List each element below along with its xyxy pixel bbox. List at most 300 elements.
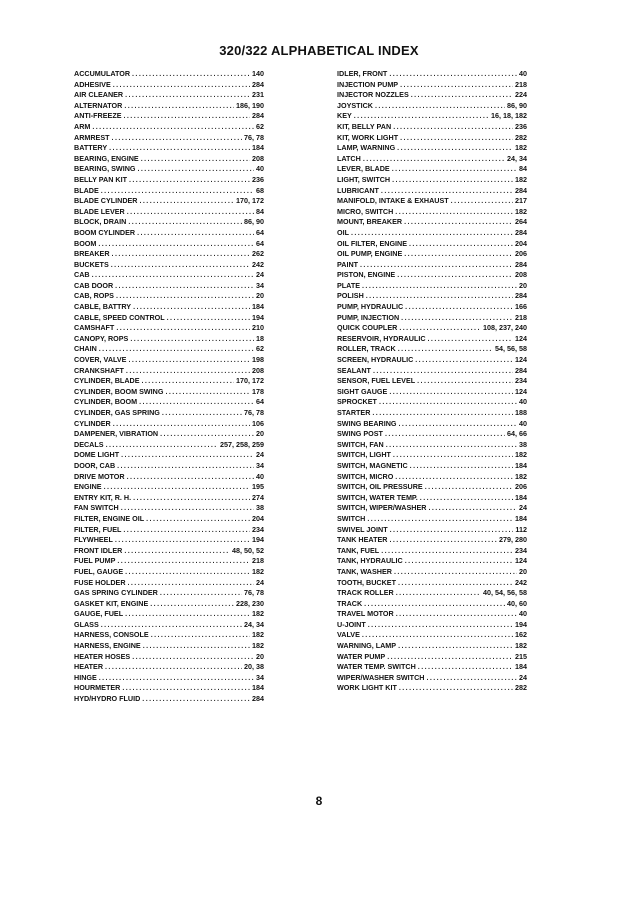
index-entry [337,302,527,313]
dot-leader [113,419,250,430]
index-entry [74,472,264,483]
index-entry [74,196,264,207]
dot-leader [112,249,250,260]
index-pages: 16, 18, 182 [491,111,527,121]
index-pages: 236 [515,121,527,131]
index-pages: 194 [252,535,264,545]
index-pages: 20 [256,651,264,661]
index-entry [337,683,527,694]
index-term: LUBRICANT [337,185,379,195]
index-term: SPROCKET [337,397,377,407]
index-term: DOME LIGHT [74,450,120,460]
index-term: BUCKETS [74,259,109,269]
dot-leader [142,694,250,705]
index-entry [74,387,264,398]
dot-leader [132,652,254,663]
index-entry [337,525,527,536]
index-pages: 112 [515,524,527,534]
index-entry [74,683,264,694]
index-term: TRACK [337,598,363,608]
dot-leader [123,525,250,536]
index-pages: 236 [252,174,264,184]
index-term: CABLE, SPEED CONTROL [74,312,165,322]
index-pages: 86, 90 [507,100,527,110]
index-term: CAB DOOR [74,280,114,290]
index-pages: 182 [252,609,264,619]
index-term: ACCUMULATOR [74,69,131,78]
dot-leader [99,344,254,355]
index-term: CABLE, BATTRY [74,302,132,312]
index-pages: 170, 172 [236,376,264,386]
index-pages: 40, 60 [507,598,527,608]
index-entry [337,154,527,165]
index-term: JOYSTICK [337,100,373,110]
index-entry [74,228,264,239]
index-pages: 284 [252,111,264,121]
index-term: KIT, BELLY PAN [337,121,392,131]
index-term: WARNING, LAMP [337,641,397,651]
index-pages: 178 [252,386,264,396]
index-pages: 242 [515,577,527,587]
index-term: TRACK ROLLER [337,588,394,598]
index-entry [337,80,527,91]
dot-leader [132,69,250,80]
dot-leader [92,122,254,133]
dot-leader [373,366,513,377]
index-pages: 186, 190 [236,100,264,110]
index-pages: 234 [252,524,264,534]
index-pages: 166 [515,302,527,312]
index-pages: 257, 258, 259 [220,439,264,449]
index-pages: 124 [515,556,527,566]
index-pages: 34 [256,672,264,682]
index-entry [74,270,264,281]
dot-leader [360,260,513,271]
dot-leader [121,503,254,514]
dot-leader [167,313,250,324]
index-entry [74,281,264,292]
index-entry [337,472,527,483]
index-term: VALVE [337,630,360,640]
index-term: SWITCH [337,513,366,523]
index-pages: 40 [256,164,264,174]
index-entry [74,154,264,165]
dot-leader [397,143,513,154]
dot-leader [351,228,513,239]
dot-leader [396,609,517,620]
index-term: HEATER [74,662,104,672]
index-entry [74,101,264,112]
dot-leader [98,239,254,250]
dot-leader [116,323,250,334]
index-term: LEVER, BLADE [337,164,390,174]
dot-leader [137,228,254,239]
index-term: BLADE LEVER [74,206,125,216]
dot-leader [426,673,517,684]
index-pages: 54, 56, 58 [495,344,527,354]
dot-leader [387,652,513,663]
index-entry [337,249,527,260]
index-pages: 284 [515,185,527,195]
index-pages: 124 [515,386,527,396]
index-entry [74,694,264,705]
index-term: MANIFOLD, INTAKE & EXHAUST [337,196,449,206]
index-entry [337,270,527,281]
index-pages: 38 [256,503,264,513]
dot-leader [126,366,250,377]
dot-leader [400,80,513,91]
index-term: TOOTH, BUCKET [337,577,396,587]
index-entry [337,69,527,80]
index-pages: 184 [515,662,527,672]
index-entry [74,514,264,525]
index-entry [337,90,527,101]
index-pages: 242 [252,259,264,269]
dot-leader [122,683,250,694]
index-entry [74,599,264,610]
dot-leader [140,196,235,207]
dot-leader [150,599,234,610]
index-entry [74,217,264,228]
index-term: FILTER, FUEL [74,524,122,534]
dot-leader [417,376,513,387]
index-pages: 208 [252,153,264,163]
index-entry [337,514,527,525]
index-pages: 228, 230 [236,598,264,608]
index-pages: 184 [515,492,527,502]
index-term: CHAIN [74,344,97,354]
index-pages: 206 [515,249,527,259]
dot-leader [368,620,513,631]
dot-leader [425,482,513,493]
index-pages: 184 [252,683,264,693]
dot-leader [386,440,517,451]
index-entry [337,450,527,461]
index-entry [337,630,527,641]
dot-leader [389,387,513,398]
index-pages: 218 [252,556,264,566]
index-entry [74,641,264,652]
index-pages: 182 [515,174,527,184]
index-term: ARMREST [74,132,110,142]
index-term: BLOCK, DRAIN [74,217,127,227]
dot-leader [399,323,481,334]
index-term: BEARING, ENGINE [74,153,139,163]
index-term: FUEL PUMP [74,556,116,566]
index-entry [337,366,527,377]
index-term: AIR CLEANER [74,90,124,100]
index-entry [74,525,264,536]
dot-leader [392,164,517,175]
dot-leader [162,408,242,419]
index-entry [337,186,527,197]
index-term: GAUGE, FUEL [74,609,124,619]
index-pages: 182 [252,641,264,651]
index-pages: 34 [256,280,264,290]
index-entry [74,90,264,101]
index-term: DOOR, CAB [74,460,116,470]
index-term: KEY [337,111,352,121]
index-pages: 234 [515,376,527,386]
index-entry [337,588,527,599]
index-entry [337,164,527,175]
index-term: MICRO, SWITCH [337,206,394,216]
index-pages: 162 [515,630,527,640]
index-term: FLYWHEEL [74,535,113,545]
index-term: BEARING, SWING [74,164,136,174]
index-entry [337,599,527,610]
index-entry [337,429,527,440]
dot-leader [420,493,513,504]
index-entry [74,630,264,641]
index-entry [337,133,527,144]
dot-leader [128,217,242,228]
dot-leader [398,641,513,652]
index-entry [74,376,264,387]
index-entry [337,334,527,345]
index-term: SEALANT [337,365,371,375]
index-term: OIL FILTER, ENGINE [337,238,408,248]
index-pages: 231 [252,90,264,100]
index-pages: 284 [515,227,527,237]
index-term: TANK, HYDRAULIC [337,556,403,566]
index-term: WIPER/WASHER SWITCH [337,672,425,682]
index-entry [337,291,527,302]
index-pages: 84 [519,164,527,174]
dot-leader [117,461,254,472]
index-pages: 215 [515,651,527,661]
dot-leader [111,260,250,271]
dot-leader [125,567,250,578]
index-pages: 170, 172 [236,196,264,206]
dot-leader [372,408,513,419]
index-term: BOOM CYLINDER [74,227,136,237]
index-entry [74,503,264,514]
dot-leader [401,313,513,324]
dot-leader [109,143,250,154]
index-term: CAB, ROPS [74,291,114,301]
index-pages: 18 [256,333,264,343]
index-term: GAS SPRING CYLINDER [74,588,158,598]
index-entry [337,556,527,567]
index-term: FAN SWITCH [74,503,119,513]
index-term: RESERVOIR, HYDRAULIC [337,333,426,343]
index-pages: 182 [515,471,527,481]
dot-leader [362,281,517,292]
dot-leader [115,535,250,546]
dot-leader [405,302,513,313]
index-pages: 86, 90 [244,217,264,227]
index-pages: 140 [252,69,264,78]
index-term: CYLINDER, BOOM [74,397,138,407]
index-pages: 195 [252,482,264,492]
dot-leader [404,217,513,228]
index-term: LATCH [337,153,361,163]
index-term: PISTON, ENGINE [337,270,396,280]
dot-leader [128,355,250,366]
index-term: GLASS [74,619,99,629]
index-pages: 40 [519,69,527,78]
index-entry [74,440,264,451]
index-term: COVER, VALVE [74,355,127,365]
dot-leader [165,387,250,398]
index-term: ENTRY KIT, R. H. [74,492,132,502]
index-term: FRONT IDLER [74,545,123,555]
index-term: BREAKER [74,249,110,259]
index-term: SIGHT GAUGE [337,386,388,396]
index-term: CYLINDER, BOOM SWING [74,386,164,396]
index-term: HOURMETER [74,683,121,693]
dot-leader [101,620,242,631]
dot-leader [399,419,518,430]
index-pages: 68 [256,185,264,195]
dot-leader [366,291,513,302]
dot-leader [418,662,513,673]
index-pages: 208 [252,365,264,375]
index-term: CYLINDER, BLADE [74,376,140,386]
dot-leader [124,546,230,557]
index-term: MOUNT, BREAKER [337,217,403,227]
dot-leader [104,482,250,493]
dot-leader [415,355,513,366]
index-term: SCREEN, HYDRAULIC [337,355,414,365]
dot-leader [367,514,513,525]
dot-leader [381,546,513,557]
index-pages: 282 [515,132,527,142]
index-entry [74,652,264,663]
index-entry [74,344,264,355]
index-entry [337,217,527,228]
index-term: PUMP, INJECTION [337,312,400,322]
dot-leader [141,154,250,165]
index-pages: 218 [515,79,527,89]
index-pages: 194 [252,312,264,322]
dot-leader [142,376,235,387]
index-entry [74,313,264,324]
index-pages: 184 [515,460,527,470]
index-pages: 40 [519,609,527,619]
index-entry [74,493,264,504]
index-term: SWITCH, FAN [337,439,384,449]
dot-leader [113,80,250,91]
dot-leader [101,186,254,197]
index-entry [74,186,264,197]
index-pages: 208 [515,270,527,280]
index-entry [74,620,264,631]
index-term: ADHESIVE [74,79,111,89]
index-term: PLATE [337,280,361,290]
index-term: SWIVEL JOINT [337,524,388,534]
index-pages: 76, 78 [244,132,264,142]
index-term: LIGHT, SWITCH [337,174,391,184]
index-entry [337,260,527,271]
dot-leader [146,514,250,525]
index-term: BLADE CYLINDER [74,196,138,206]
index-entry [74,323,264,334]
index-term: U-JOINT [337,619,366,629]
index-term: TRAVEL MOTOR [337,609,394,619]
index-entry [74,239,264,250]
index-term: SWITCH, WATER TEMP. [337,492,418,502]
page-number: 8 [315,794,323,808]
index-term: HARNESS, CONSOLE [74,630,149,640]
dot-leader [393,450,513,461]
index-pages: 62 [256,121,264,131]
dot-leader [405,556,513,567]
index-term: SWING BEARING [337,418,397,428]
index-pages: 194 [515,619,527,629]
index-term: LAMP, WARNING [337,143,396,153]
index-entry [74,302,264,313]
index-entry [74,69,264,80]
index-entry [337,207,527,218]
index-term: FILTER, ENGINE OIL [74,513,145,523]
dot-leader [363,154,505,165]
index-term: CAMSHAFT [74,323,115,333]
index-entry [337,641,527,652]
index-entry [337,620,527,631]
dot-leader [395,207,513,218]
dot-leader [99,673,254,684]
index-term: QUICK COUPLER [337,323,398,333]
index-pages: 24, 34 [244,619,264,629]
index-term: SWITCH, OIL PRESSURE [337,482,423,492]
index-entry [74,355,264,366]
index-entry [337,493,527,504]
dot-leader [385,429,505,440]
index-pages: 24 [256,450,264,460]
dot-leader [124,101,234,112]
index-term: POLISH [337,291,364,301]
dot-leader [121,450,254,461]
index-pages: 279, 280 [499,535,527,545]
index-entry [337,376,527,387]
index-pages: 84 [256,206,264,216]
dot-leader [116,291,254,302]
dot-leader [130,334,254,345]
index-term: OIL PUMP, ENGINE [337,249,403,259]
dot-leader [398,578,513,589]
index-term: HYD/HYDRO FLUID [74,694,141,704]
index-entry [337,101,527,112]
index-entry [337,673,527,684]
index-term: ANTI-FREEZE [74,111,122,121]
index-entry [337,111,527,122]
index-pages: 282 [515,683,527,693]
index-entry [74,450,264,461]
dot-leader [410,461,513,472]
dot-leader [124,111,250,122]
index-entry [74,419,264,430]
index-entry [337,355,527,366]
index-entry [337,196,527,207]
index-entry [337,408,527,419]
index-entry [74,546,264,557]
index-pages: 40, 54, 56, 58 [483,588,527,598]
index-term: SWITCH, WIPER/WASHER [337,503,427,513]
index-pages: 204 [515,238,527,248]
index-pages: 108, 237, 240 [483,323,527,333]
dot-leader [117,556,250,567]
index-pages: 284 [515,365,527,375]
index-pages: 76, 78 [244,408,264,417]
dot-leader [397,270,513,281]
index-pages: 20 [256,429,264,439]
index-entry [74,429,264,440]
index-entry [74,164,264,175]
index-pages: 284 [515,291,527,301]
dot-leader [400,133,513,144]
